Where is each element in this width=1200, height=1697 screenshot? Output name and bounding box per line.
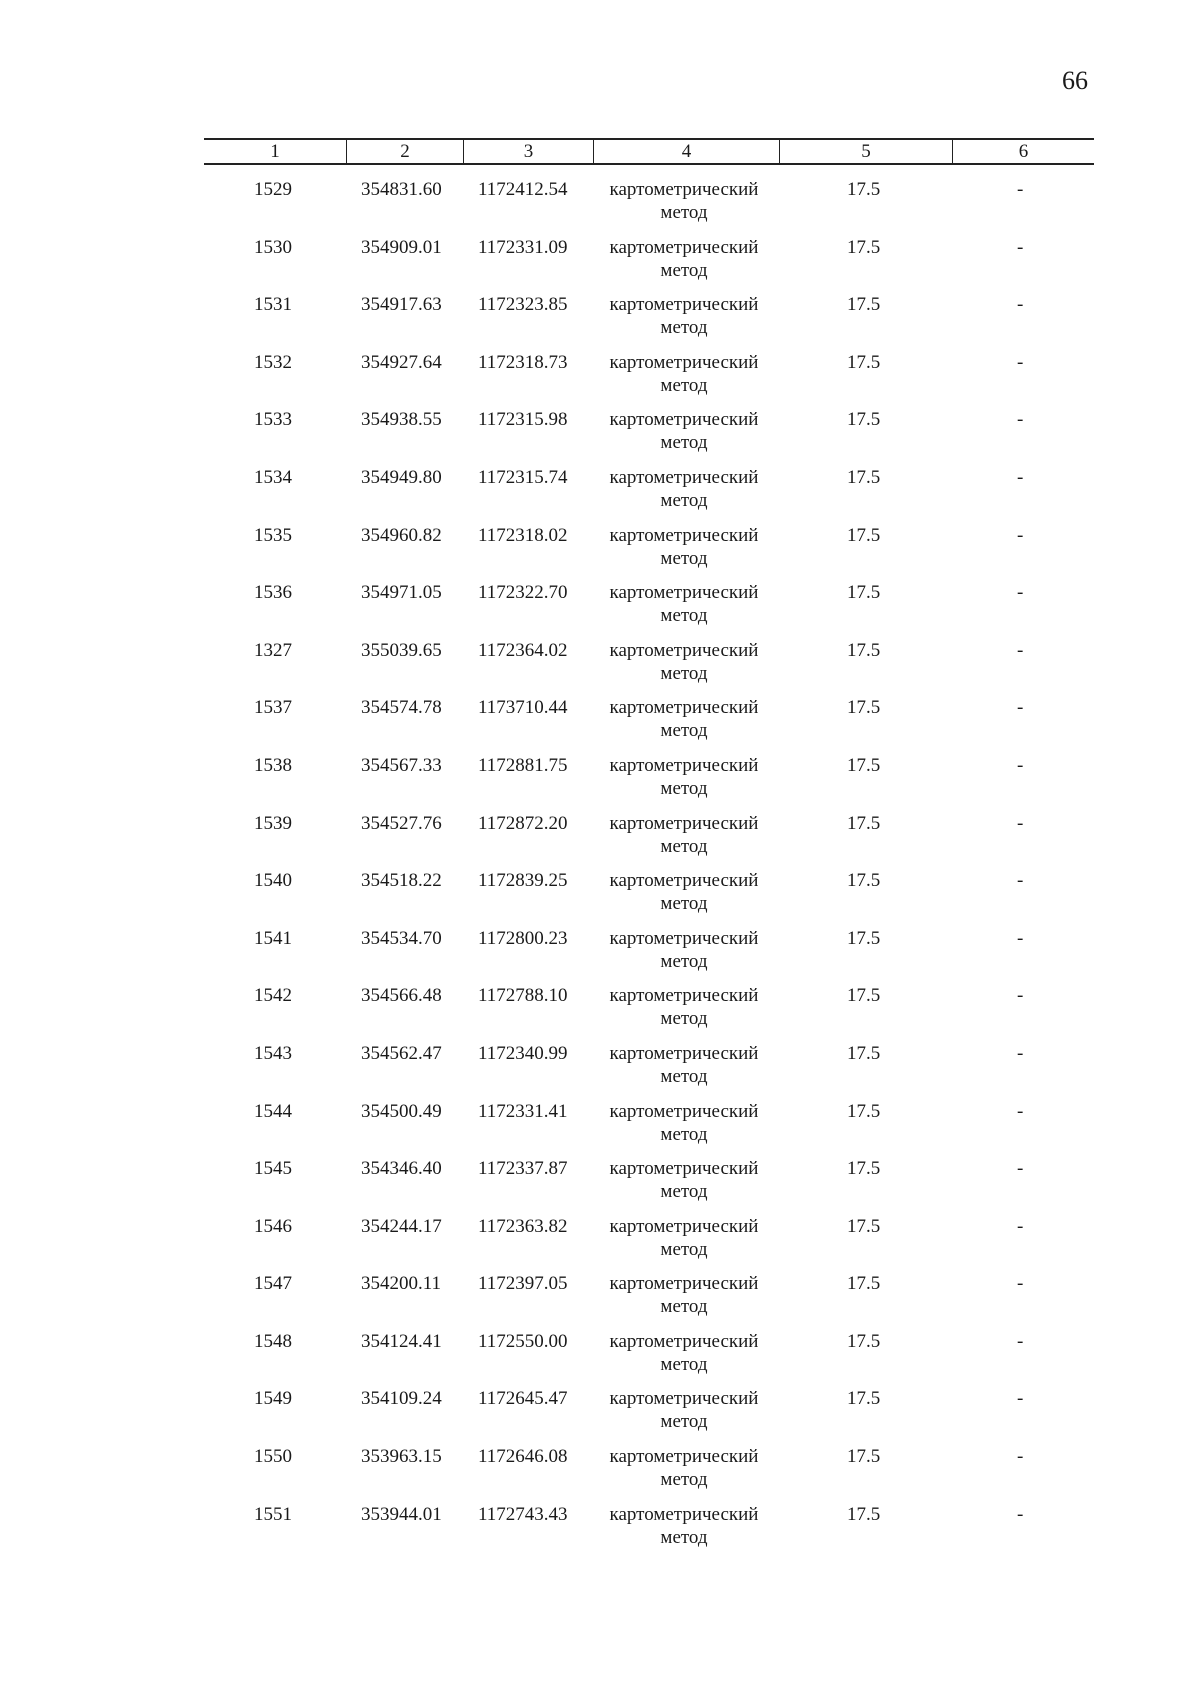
cell-y-coordinate: 1172364.02: [478, 639, 568, 661]
cell-note: -: [1017, 179, 1024, 200]
cell-accuracy: 17.5: [847, 179, 881, 200]
cell-point-number: 1533: [254, 409, 292, 431]
cell-x-coordinate: 354109.24: [361, 1388, 442, 1410]
cell-method: картометрический метод: [609, 1215, 759, 1260]
cell-point-number: 1550: [254, 1446, 292, 1468]
cell-method: картометрический метод: [609, 985, 759, 1030]
cell-x-coordinate: 353963.15: [361, 1446, 442, 1468]
cell-point-number: 1549: [254, 1388, 292, 1410]
cell-x-coordinate: 354574.78: [361, 697, 442, 719]
table-row: [0, 408, 1200, 466]
cell-note: -: [1017, 697, 1024, 719]
cell-x-coordinate: 354949.80: [361, 466, 442, 488]
cell-y-coordinate: 1172645.47: [478, 1388, 568, 1410]
cell-point-number: 1530: [254, 236, 292, 258]
cell-method: картометрический метод: [609, 1330, 759, 1375]
cell-method: картометрический метод: [609, 179, 759, 223]
cell-note: -: [1017, 754, 1024, 776]
header-col-6: 6: [952, 140, 1094, 163]
table-row: [0, 466, 1200, 524]
cell-point-number: 1546: [254, 1215, 292, 1237]
cell-x-coordinate: 354909.01: [361, 236, 442, 258]
table-row: [0, 984, 1200, 1042]
cell-note: -: [1017, 1100, 1024, 1122]
cell-x-coordinate: 354971.05: [361, 582, 442, 604]
cell-y-coordinate: 1172800.23: [478, 927, 568, 949]
cell-x-coordinate: 354500.49: [361, 1100, 442, 1122]
cell-point-number: 1537: [254, 697, 292, 719]
cell-note: -: [1017, 1388, 1024, 1410]
cell-note: -: [1017, 639, 1024, 661]
table-row: [0, 236, 1200, 294]
cell-point-number: 1532: [254, 351, 292, 373]
cell-x-coordinate: 354346.40: [361, 1158, 442, 1180]
cell-accuracy: 17.5: [847, 351, 881, 373]
cell-accuracy: 17.5: [847, 1158, 881, 1180]
table-row: [0, 1100, 1200, 1158]
table-row: [0, 639, 1200, 697]
cell-accuracy: 17.5: [847, 812, 881, 834]
cell-y-coordinate: 1172397.05: [478, 1273, 568, 1295]
table-row: [0, 581, 1200, 639]
cell-note: -: [1017, 1158, 1024, 1180]
cell-x-coordinate: 354927.64: [361, 351, 442, 373]
cell-method: картометрический метод: [609, 524, 759, 569]
table-row: [0, 754, 1200, 812]
table-row: [0, 1215, 1200, 1273]
cell-y-coordinate: 1173710.44: [478, 697, 568, 719]
cell-accuracy: 17.5: [847, 1273, 881, 1295]
cell-note: -: [1017, 294, 1024, 316]
cell-y-coordinate: 1172872.20: [478, 812, 568, 834]
table-row: [0, 1387, 1200, 1445]
cell-x-coordinate: 353944.01: [361, 1503, 442, 1525]
cell-note: -: [1017, 351, 1024, 373]
cell-accuracy: 17.5: [847, 1446, 881, 1468]
table-row: [0, 351, 1200, 409]
cell-note: -: [1017, 812, 1024, 834]
cell-y-coordinate: 1172315.98: [478, 409, 568, 431]
table-row: [0, 1042, 1200, 1100]
cell-accuracy: 17.5: [847, 927, 881, 949]
cell-method: картометрический метод: [609, 754, 759, 799]
cell-accuracy: 17.5: [847, 524, 881, 546]
cell-note: -: [1017, 466, 1024, 488]
cell-y-coordinate: 1172646.08: [478, 1446, 568, 1468]
cell-y-coordinate: 1172331.41: [478, 1100, 568, 1122]
cell-x-coordinate: 354562.47: [361, 1042, 442, 1064]
cell-method: картометрический метод: [609, 1446, 759, 1491]
table-body: [0, 178, 1200, 1560]
cell-accuracy: 17.5: [847, 754, 881, 776]
cell-accuracy: 17.5: [847, 1100, 881, 1122]
header-col-2: 2: [346, 140, 463, 163]
cell-accuracy: 17.5: [847, 1503, 881, 1525]
cell-note: -: [1017, 1503, 1024, 1525]
cell-point-number: 1540: [254, 870, 292, 892]
table-row: [0, 293, 1200, 351]
cell-note: -: [1017, 1330, 1024, 1352]
cell-accuracy: 17.5: [847, 236, 881, 258]
table-row: [0, 1272, 1200, 1330]
cell-point-number: 1534: [254, 466, 292, 488]
table-row: [0, 1157, 1200, 1215]
cell-method: картометрический метод: [609, 1503, 759, 1548]
table-row: [0, 524, 1200, 582]
cell-accuracy: 17.5: [847, 870, 881, 892]
cell-x-coordinate: 354518.22: [361, 870, 442, 892]
cell-note: -: [1017, 927, 1024, 949]
table-header: [204, 138, 1094, 165]
cell-method: картометрический метод: [609, 236, 759, 281]
cell-note: -: [1017, 236, 1024, 258]
cell-point-number: 1535: [254, 524, 292, 546]
cell-y-coordinate: 1172743.43: [478, 1503, 568, 1525]
cell-x-coordinate: 354917.63: [361, 294, 442, 316]
cell-y-coordinate: 1172322.70: [478, 582, 568, 604]
header-col-5: 5: [779, 140, 952, 163]
cell-point-number: 1544: [254, 1100, 292, 1122]
cell-point-number: 1541: [254, 927, 292, 949]
cell-y-coordinate: 1172331.09: [478, 236, 568, 258]
cell-accuracy: 17.5: [847, 639, 881, 661]
cell-method: картометрический метод: [609, 639, 759, 684]
cell-method: картометрический метод: [609, 1042, 759, 1087]
cell-method: картометрический метод: [609, 1388, 759, 1433]
cell-method: картометрический метод: [609, 1273, 759, 1318]
cell-point-number: 1327: [254, 639, 292, 661]
cell-point-number: 1538: [254, 754, 292, 776]
cell-accuracy: 17.5: [847, 1388, 881, 1410]
table-row: [0, 696, 1200, 754]
table-row: [0, 1445, 1200, 1503]
cell-x-coordinate: 354831.60: [361, 179, 442, 200]
cell-note: -: [1017, 985, 1024, 1007]
cell-method: картометрический метод: [609, 409, 759, 454]
table-row: [0, 869, 1200, 927]
cell-accuracy: 17.5: [847, 466, 881, 488]
cell-y-coordinate: 1172340.99: [478, 1042, 568, 1064]
header-col-1: 1: [270, 141, 280, 162]
cell-point-number: 1529: [254, 179, 292, 200]
table-row: [0, 178, 1200, 236]
cell-point-number: 1548: [254, 1330, 292, 1352]
cell-point-number: 1536: [254, 582, 292, 604]
header-col-3: 3: [463, 140, 593, 163]
cell-note: -: [1017, 1273, 1024, 1295]
cell-accuracy: 17.5: [847, 985, 881, 1007]
cell-y-coordinate: 1172550.00: [478, 1330, 568, 1352]
cell-method: картометрический метод: [609, 351, 759, 396]
cell-y-coordinate: 1172337.87: [478, 1158, 568, 1180]
cell-method: картометрический метод: [609, 697, 759, 742]
cell-point-number: 1545: [254, 1158, 292, 1180]
cell-x-coordinate: 354124.41: [361, 1330, 442, 1352]
cell-point-number: 1531: [254, 294, 292, 316]
cell-accuracy: 17.5: [847, 409, 881, 431]
cell-x-coordinate: 354567.33: [361, 754, 442, 776]
cell-accuracy: 17.5: [847, 294, 881, 316]
cell-accuracy: 17.5: [847, 1215, 881, 1237]
cell-x-coordinate: 355039.65: [361, 639, 442, 661]
cell-y-coordinate: 1172881.75: [478, 754, 568, 776]
cell-method: картометрический метод: [609, 294, 759, 339]
cell-point-number: 1543: [254, 1042, 292, 1064]
cell-y-coordinate: 1172412.54: [478, 179, 568, 200]
page-number: 66: [1062, 66, 1088, 95]
cell-y-coordinate: 1172323.85: [478, 294, 568, 316]
table-row: [0, 812, 1200, 870]
cell-note: -: [1017, 1446, 1024, 1468]
cell-method: картометрический метод: [609, 1158, 759, 1203]
table-row: [0, 1503, 1200, 1561]
cell-y-coordinate: 1172318.02: [478, 524, 568, 546]
cell-x-coordinate: 354938.55: [361, 409, 442, 431]
cell-note: -: [1017, 524, 1024, 546]
cell-x-coordinate: 354244.17: [361, 1215, 442, 1237]
cell-accuracy: 17.5: [847, 1042, 881, 1064]
cell-x-coordinate: 354960.82: [361, 524, 442, 546]
cell-point-number: 1551: [254, 1503, 292, 1525]
cell-y-coordinate: 1172363.82: [478, 1215, 568, 1237]
cell-y-coordinate: 1172788.10: [478, 985, 568, 1007]
cell-accuracy: 17.5: [847, 582, 881, 604]
cell-method: картометрический метод: [609, 870, 759, 915]
cell-method: картометрический метод: [609, 927, 759, 972]
cell-note: -: [1017, 582, 1024, 604]
cell-accuracy: 17.5: [847, 1330, 881, 1352]
cell-method: картометрический метод: [609, 466, 759, 511]
cell-note: -: [1017, 1042, 1024, 1064]
cell-x-coordinate: 354534.70: [361, 927, 442, 949]
cell-accuracy: 17.5: [847, 697, 881, 719]
cell-y-coordinate: 1172839.25: [478, 870, 568, 892]
cell-x-coordinate: 354527.76: [361, 812, 442, 834]
cell-y-coordinate: 1172318.73: [478, 351, 568, 373]
cell-method: картометрический метод: [609, 582, 759, 627]
cell-note: -: [1017, 870, 1024, 892]
cell-note: -: [1017, 409, 1024, 431]
header-col-4: 4: [593, 140, 779, 163]
cell-note: -: [1017, 1215, 1024, 1237]
table-row: [0, 1330, 1200, 1388]
cell-method: картометрический метод: [609, 812, 759, 857]
cell-point-number: 1539: [254, 812, 292, 834]
cell-method: картометрический метод: [609, 1100, 759, 1145]
cell-x-coordinate: 354566.48: [361, 985, 442, 1007]
cell-x-coordinate: 354200.11: [361, 1273, 442, 1295]
cell-point-number: 1547: [254, 1273, 292, 1295]
table-row: [0, 927, 1200, 985]
cell-y-coordinate: 1172315.74: [478, 466, 568, 488]
cell-point-number: 1542: [254, 985, 292, 1007]
